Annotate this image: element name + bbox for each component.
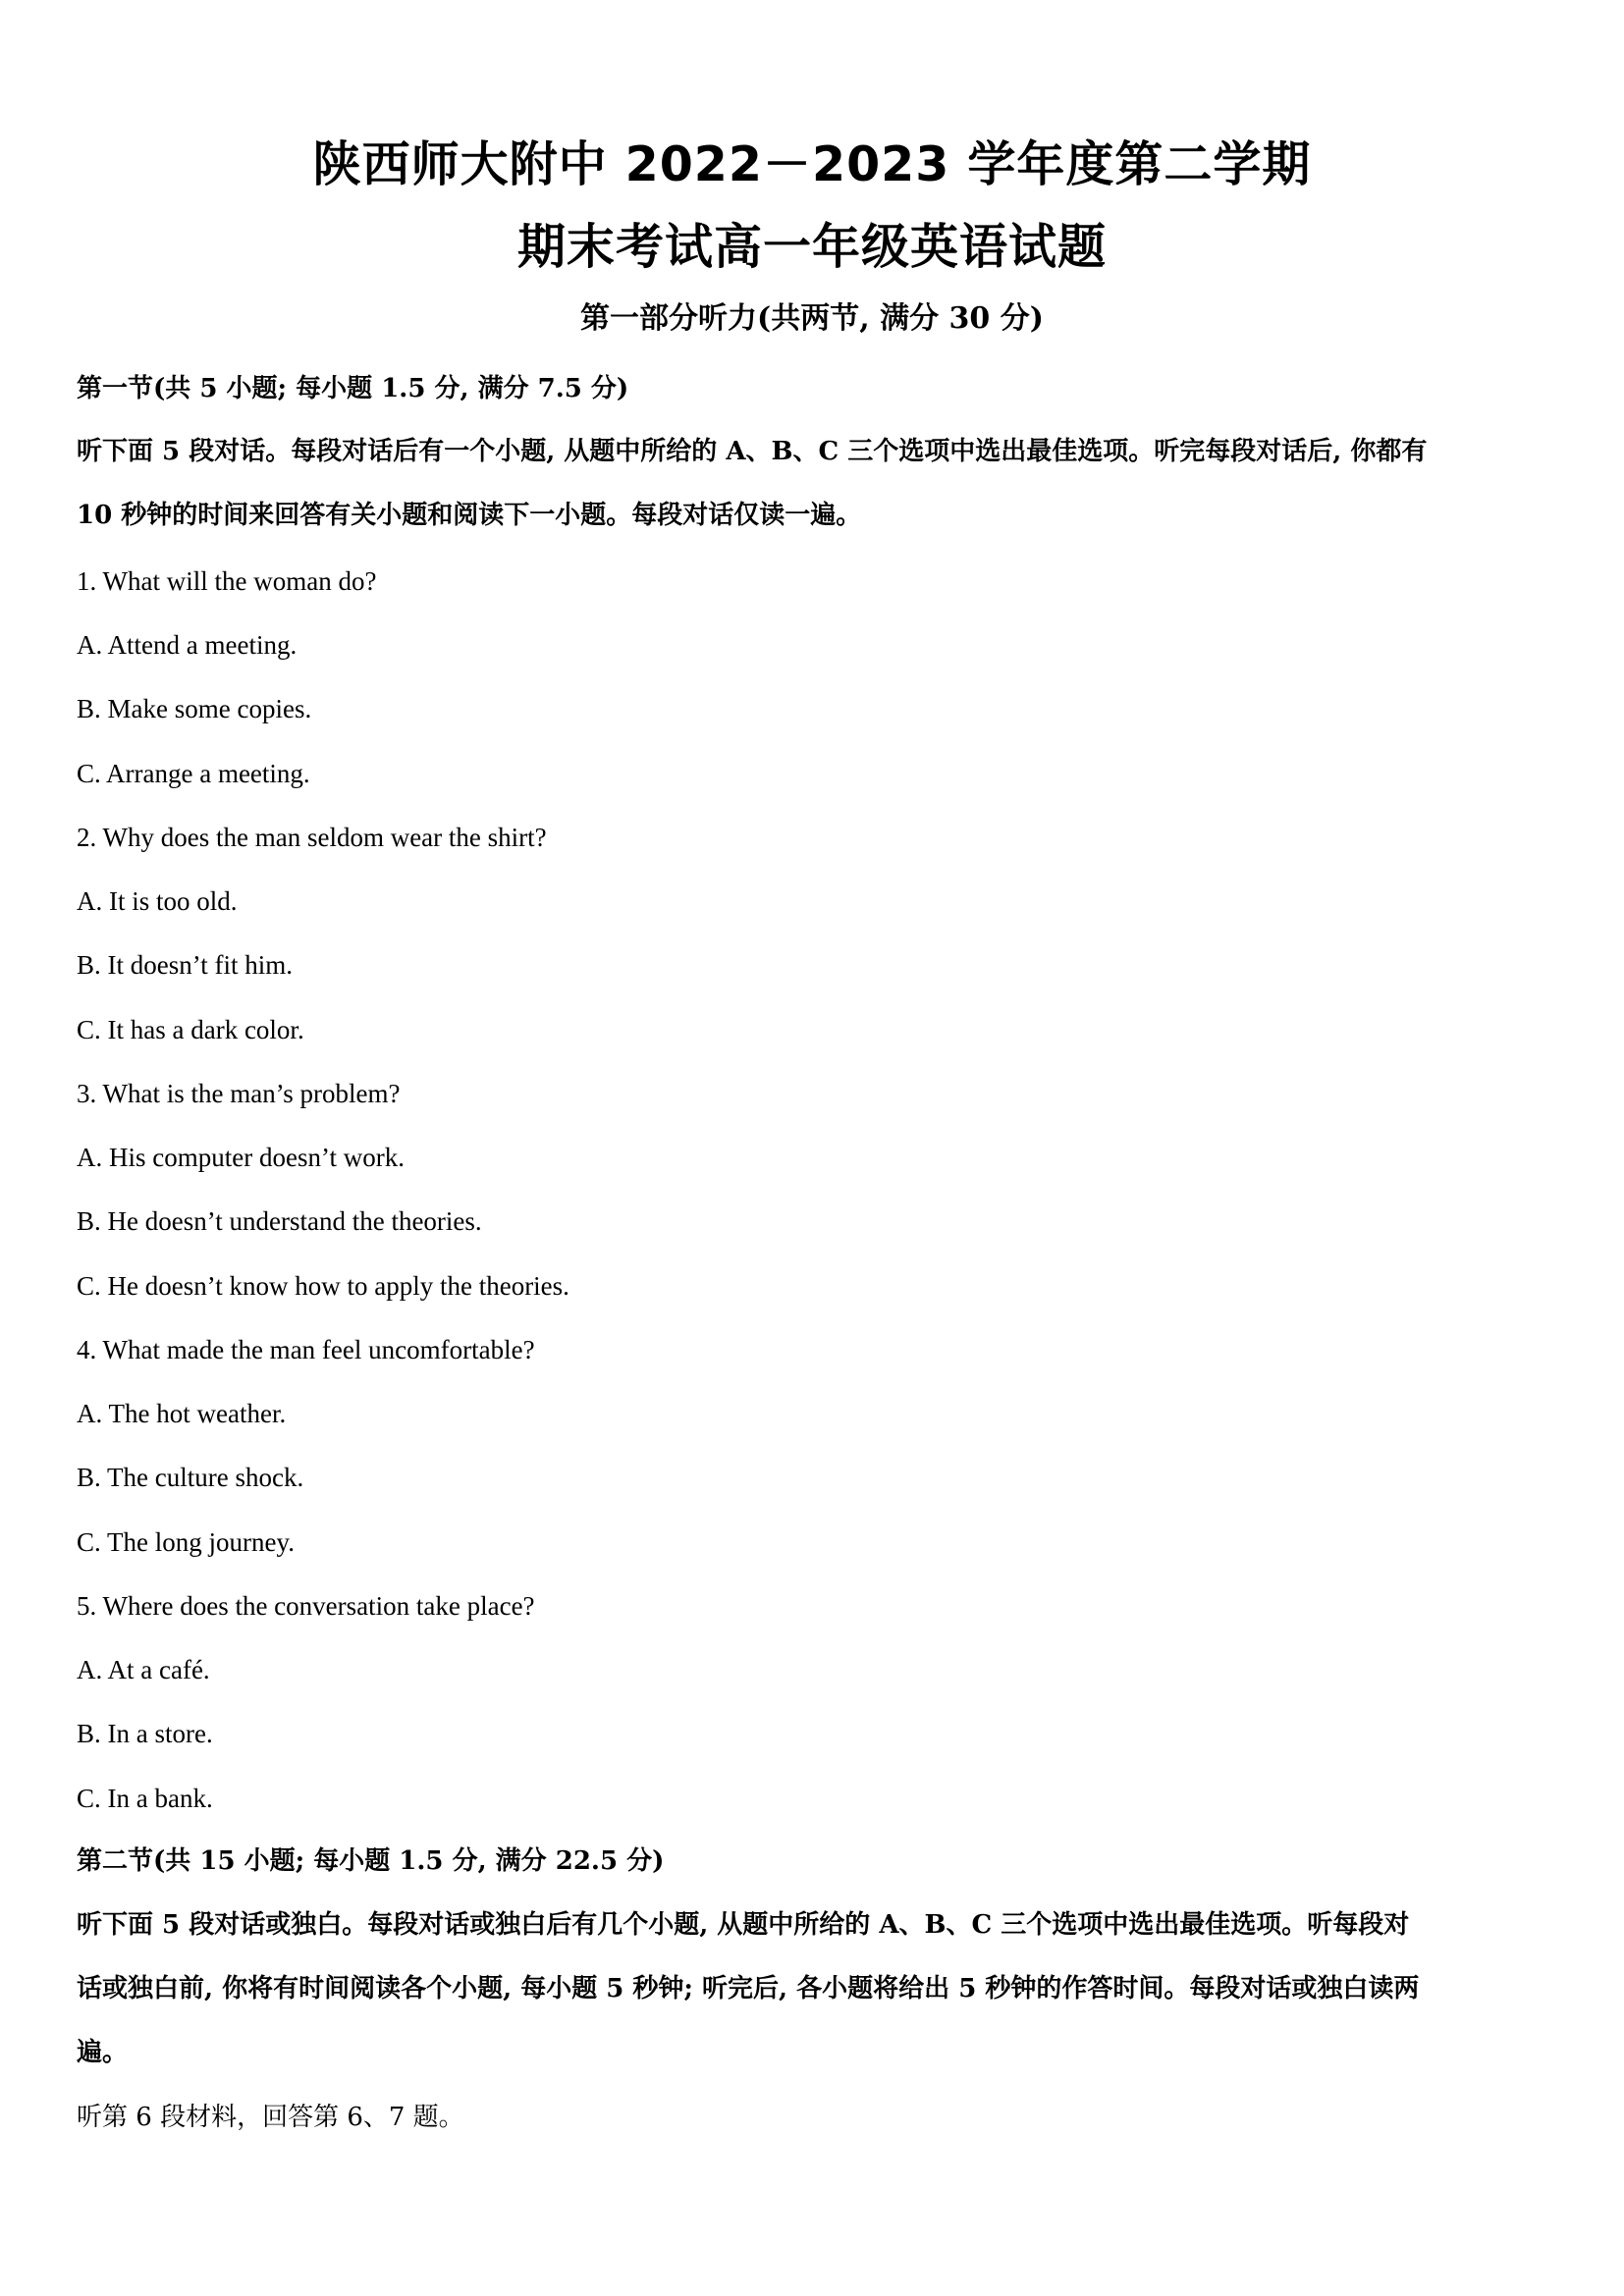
material-6-note: 听第 6 段材料，回答第 6、7 题。 <box>77 2103 464 2132</box>
section-two-instruction-line-1: 听下面 5 段对话或独白。每段对话或独白后有几个小题, 从题中所给的 A、B、C 三个选项中选出最佳选项。听每段对 <box>77 1910 1410 1940</box>
question-3-text: 3. What is the man’s problem? <box>77 1079 401 1108</box>
question-5-text: 5. Where does the conversation take place? <box>77 1591 535 1621</box>
section-two-instruction-line-2: 话或独白前, 你将有时间阅读各个小题, 每小题 5 秒钟; 听完后, 各小题将给出 5 秒钟的作答时间。每段对话或独白读两 <box>77 1974 1420 2003</box>
section-one-instruction-line-1: 听下面 5 段对话。每段对话后有一个小题, 从题中所给的 A、B、C 三个选项中选出最佳选项。听完每段对话后, 你都有 <box>77 437 1428 466</box>
question-4-option-a: A. The hot weather. <box>77 1399 287 1428</box>
question-5-option-a: A. At a café. <box>77 1655 210 1684</box>
question-1-option-b: B. Make some copies. <box>77 694 312 723</box>
exam-title-line-2: 期末考试高一年级英语试题 <box>516 219 1107 275</box>
question-2-option-c: C. It has a dark color. <box>77 1015 304 1044</box>
question-5-option-b: B. In a store. <box>77 1719 213 1748</box>
question-1-option-a: A. Attend a meeting. <box>77 630 298 660</box>
question-1-text: 1. What will the woman do? <box>77 566 377 596</box>
question-3-option-c: C. He doesn’t know how to apply the theories. <box>77 1271 569 1301</box>
question-2-text: 2. Why does the man seldom wear the shirt? <box>77 823 547 852</box>
question-2-option-a: A. It is too old. <box>77 886 238 916</box>
section-one-heading: 第一节(共 5 小题; 每小题 1.5 分, 满分 7.5 分) <box>77 374 629 403</box>
exam-title-line-1: 陕西师大附中 2022－2023 学年度第二学期 <box>312 136 1312 192</box>
question-4-option-b: B. The culture shock. <box>77 1463 304 1492</box>
question-4-option-c: C. The long journey. <box>77 1527 295 1557</box>
question-2-option-b: B. It doesn’t fit him. <box>77 950 293 980</box>
question-3-option-a: A. His computer doesn’t work. <box>77 1143 405 1172</box>
section-two-heading: 第二节(共 15 小题; 每小题 1.5 分, 满分 22.5 分) <box>77 1846 665 1876</box>
section-one-instruction-line-2: 10 秒钟的时间来回答有关小题和阅读下一小题。每段对话仅读一遍。 <box>77 501 862 530</box>
question-1-option-c: C. Arrange a meeting. <box>77 759 310 788</box>
question-3-option-b: B. He doesn’t understand the theories. <box>77 1206 482 1236</box>
question-4-text: 4. What made the man feel uncomfortable? <box>77 1335 535 1364</box>
section-two-instruction-line-3: 遍。 <box>77 2038 129 2067</box>
question-5-option-c: C. In a bank. <box>77 1784 213 1813</box>
part-one-heading: 第一部分听力(共两节, 满分 30 分) <box>580 301 1044 336</box>
